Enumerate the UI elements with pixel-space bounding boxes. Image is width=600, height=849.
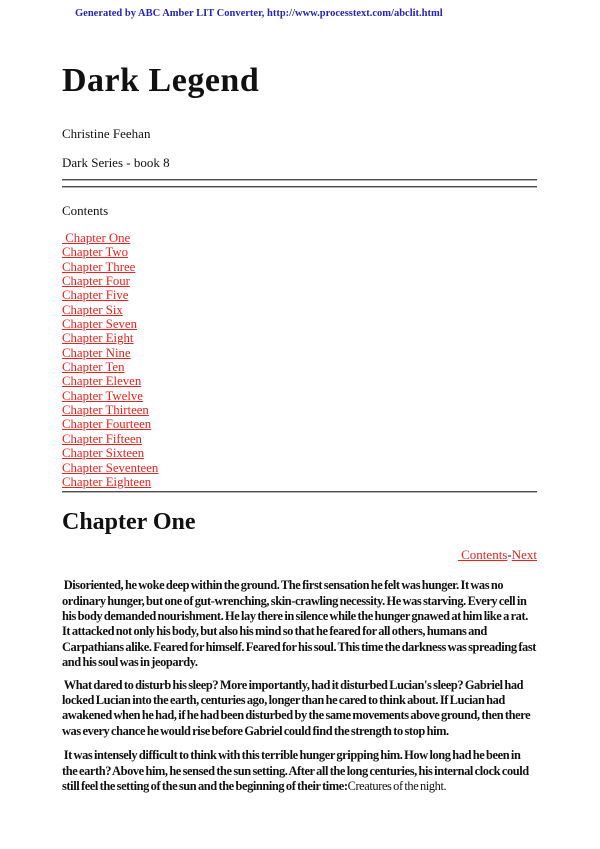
converter-credit-line: Generated by ABC Amber LIT Converter, http://www.processtext.com/abclit.html <box>75 8 443 19</box>
toc-chapter-link[interactable]: Chapter Twelve <box>62 388 143 403</box>
divider <box>62 179 537 181</box>
paragraph-bold-text: What dared to disturb his sleep? More importantly, had it disturbed Lucian's sleep? Gabriel had locked Lucian into the earth, centuries ago, longer than he cared to think about. If Lucian had awakened when he had, if he had been disturbed by the same movements above ground, then there was every chance he would rise before Gabriel could find the strength to stop him. <box>62 677 532 738</box>
toc-chapter-link[interactable]: Chapter Thirteen <box>62 403 149 418</box>
toc-chapter-link[interactable]: Chapter Eleven <box>62 374 142 389</box>
table-of-contents <box>62 231 537 489</box>
toc-chapter-link[interactable]: Chapter Six <box>62 302 123 317</box>
toc-chapter-link[interactable]: Chapter Fifteen <box>62 431 142 446</box>
toc-chapter-link[interactable]: Chapter Nine <box>62 345 131 360</box>
book-title: Dark Legend <box>62 62 260 99</box>
next-link[interactable]: Next <box>511 547 537 563</box>
toc-chapter-link[interactable]: Chapter Seventeen <box>62 460 159 475</box>
toc-chapter-link[interactable]: Chapter Five <box>62 288 129 303</box>
paragraph-regular-text: Creatures of the night. <box>347 779 447 794</box>
toc-chapter-link[interactable]: Chapter Three <box>62 259 136 274</box>
divider <box>62 186 537 188</box>
nav-separator: - <box>507 547 512 563</box>
toc-chapter-link[interactable]: Chapter One <box>62 231 131 245</box>
toc-chapter-link[interactable]: Chapter Two <box>62 245 129 260</box>
contents-link[interactable]: Contents <box>457 547 508 563</box>
toc-chapter-link[interactable]: Chapter Sixteen <box>62 446 145 461</box>
paragraph <box>62 578 537 670</box>
paragraph-bold-text: It was intensely difficult to think with this terrible hunger gripping him. How long had he been in the earth? Above him, he sensed the sun setting. After all the long centuries, his internal clock could still feel the setting of the sun and the beginning of their time: <box>62 748 531 794</box>
paragraph <box>62 748 537 794</box>
paragraph-bold-text: Disoriented, he woke deep within the ground. The first sensation he felt was hunger. It was no ordinary hunger, but one of gut-wrenching, skin-crawling necessity. He was starving. Every cell in his body demanded nourishment. He lay there in silence while the hunger gnawed at him like a rat. It attacked not only his body, but also his mind so that he feared for all others, humans and Carpathians alike. Feared for himself. Feared for his soul. This time the darkness was spreading fast and his soul was in jeopardy. <box>62 578 538 670</box>
divider <box>62 491 537 493</box>
contents-heading: Contents <box>62 203 109 218</box>
toc-chapter-link[interactable]: Chapter Eight <box>62 331 134 346</box>
book-author: Christine Feehan <box>62 126 151 141</box>
toc-chapter-link[interactable]: Chapter Fourteen <box>62 417 152 432</box>
chapter-heading: Chapter One <box>62 509 196 536</box>
book-series: Dark Series - book 8 <box>62 155 170 170</box>
toc-chapter-link[interactable]: Chapter Ten <box>62 360 125 375</box>
toc-chapter-link[interactable]: Chapter Seven <box>62 317 137 332</box>
paragraph <box>62 678 537 740</box>
toc-chapter-link[interactable]: Chapter Four <box>62 274 130 289</box>
chapter-nav <box>62 547 537 562</box>
page-content <box>62 62 537 794</box>
toc-chapter-link[interactable]: Chapter Eighteen <box>62 474 152 489</box>
